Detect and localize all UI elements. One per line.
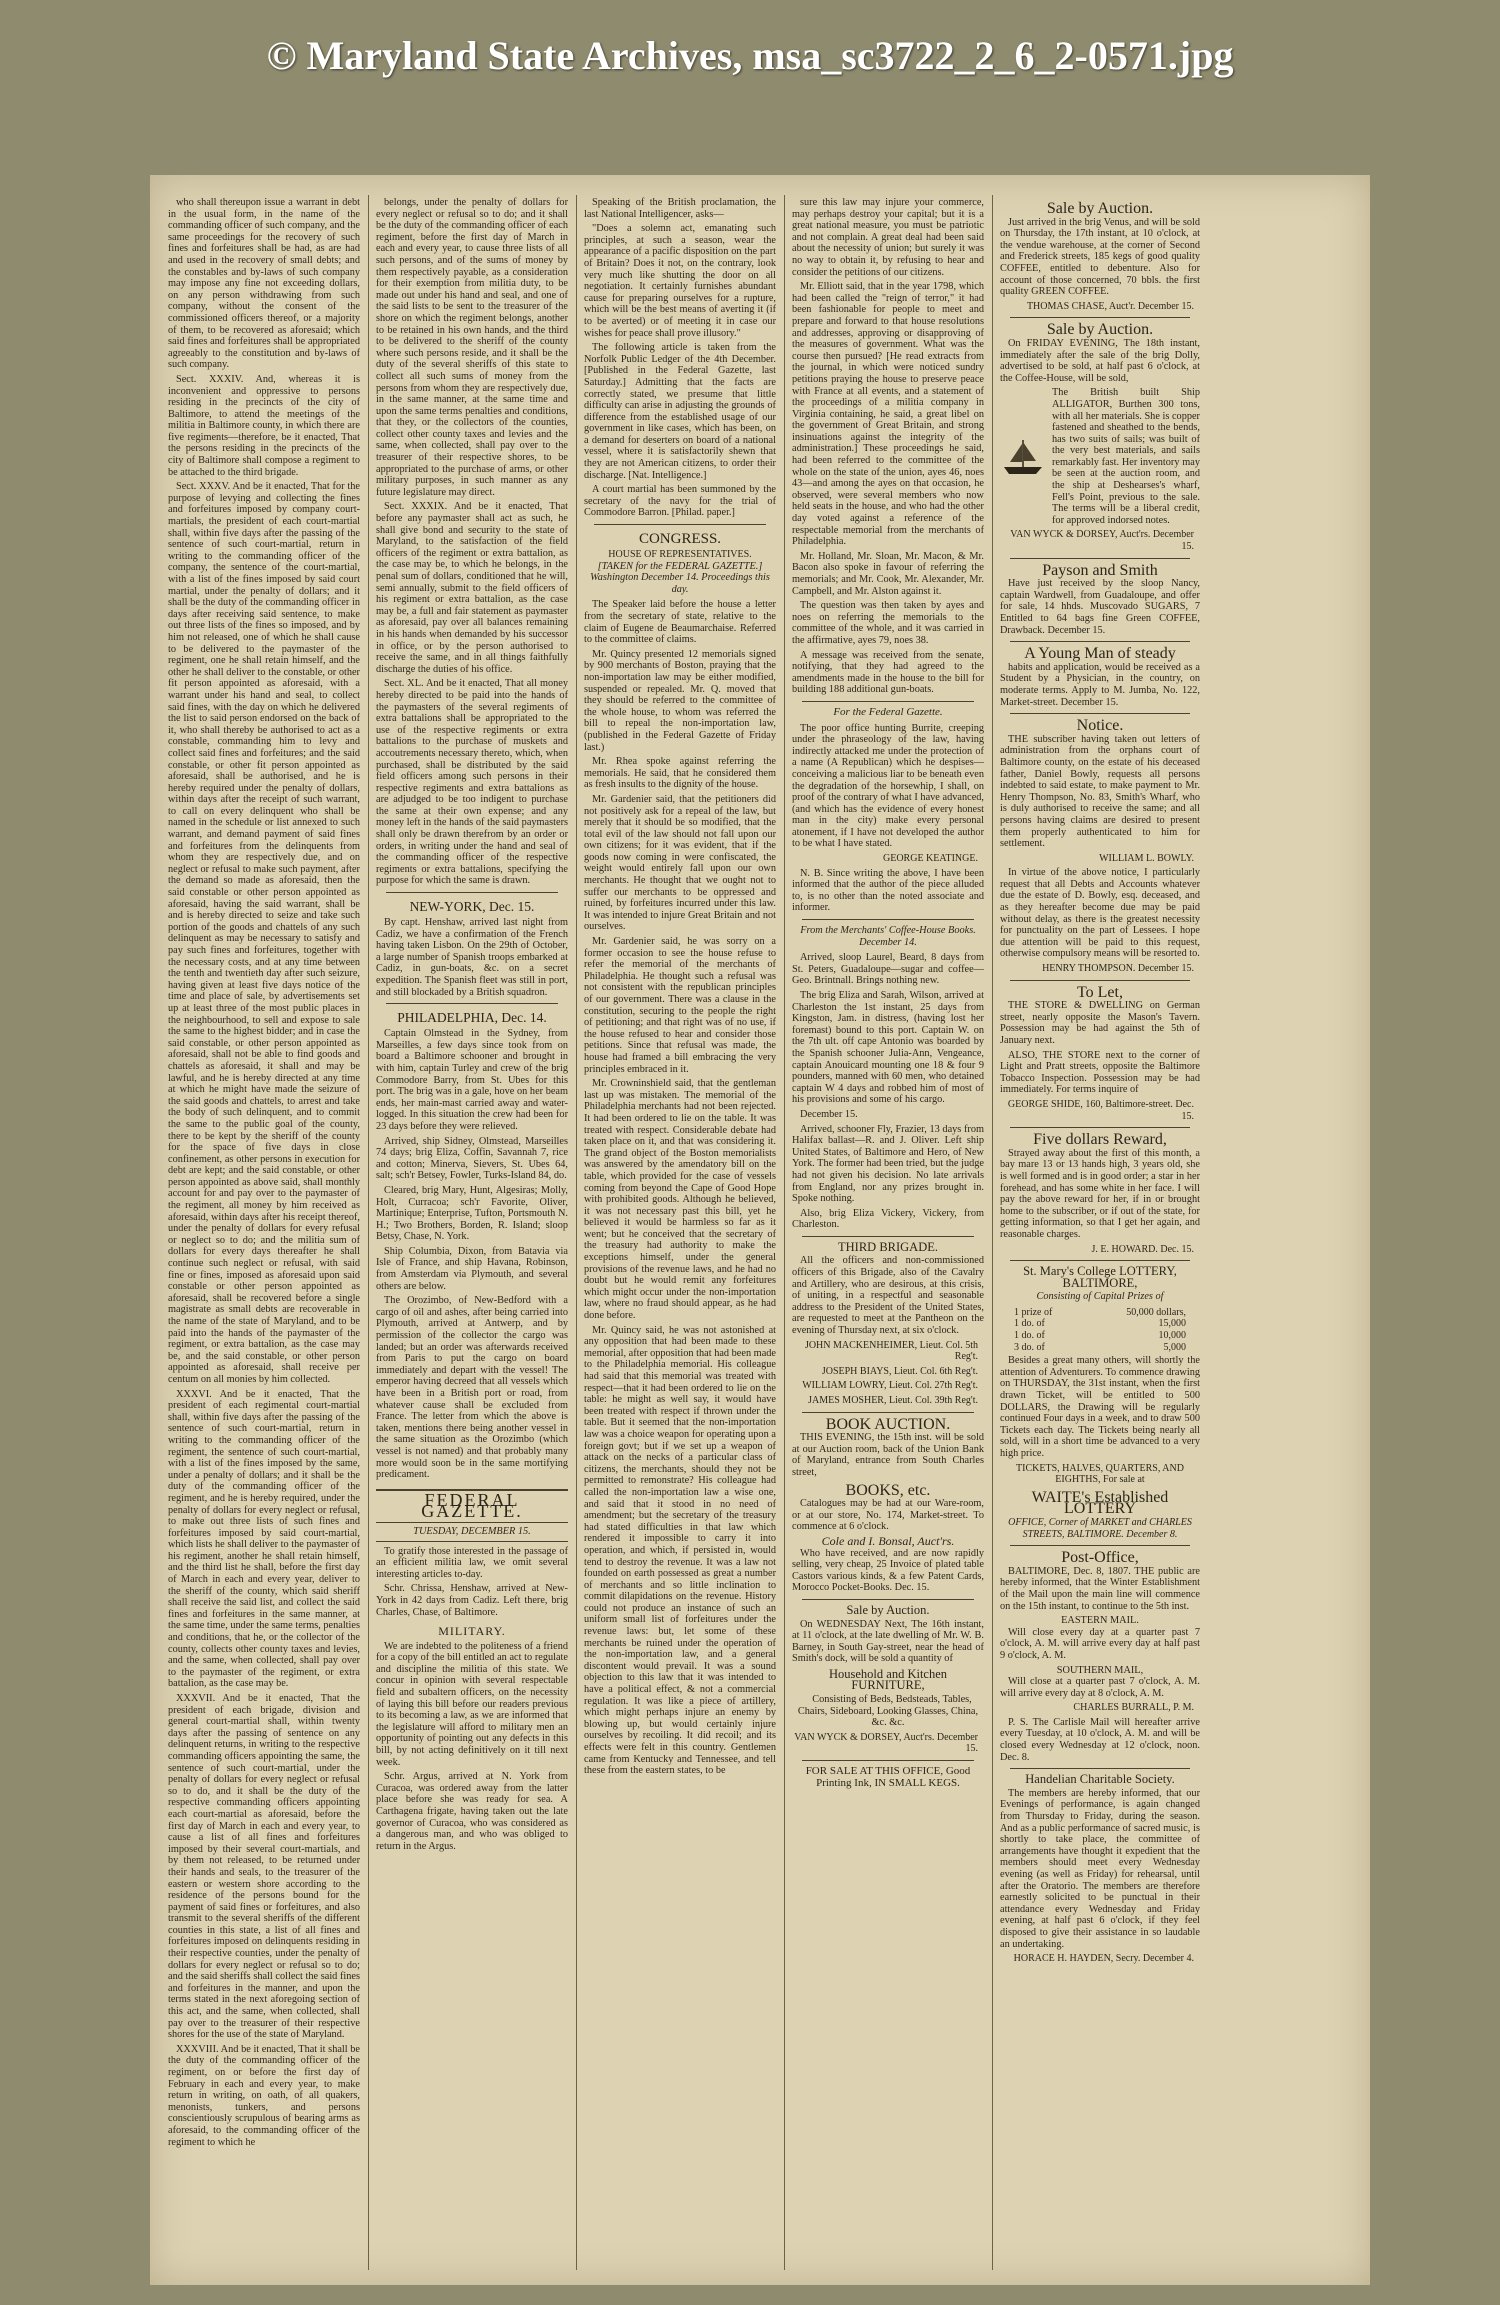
news-paragraph: Speaking of the British proclamation, the last National Intelligencer, asks—: [584, 197, 776, 220]
gazette-date: TUESDAY, DECEMBER 15.: [376, 1526, 568, 1542]
ship-icon: [1000, 437, 1046, 477]
officer-signature: JAMES MOSHER, Lieut. Col. 39th Reg't.: [808, 1395, 978, 1406]
divider: [1010, 980, 1190, 981]
divider: [802, 1760, 974, 1761]
reward-heading: Five dollars Reward,: [1033, 1131, 1167, 1149]
archive-banner: © Maryland State Archives, msa_sc3722_2_6_2-0571.jpg: [266, 32, 1234, 78]
news-paragraph: By capt. Henshaw, arrived last night from Cadiz, we have a confirmation of the French having taken Lisbon. On the 29th of October, a large number of Spanish troops embarked at Cadiz, in gun-boats, &c. on a secret expedition. The Spanish fleet was still in port, and still blockaded by a British squadron.: [376, 917, 568, 998]
shipping-paragraph: Arrived, schooner Fly, Frazier, 13 days from Halifax ballast—R. and J. Oliver. Left ship United States, of Baltimore and Hero, of New York. The former had been tried, but the judge had not given his decision. No late arrivals from England, nor any prizes brought in. Spoke nothing.: [792, 1123, 984, 1205]
column-3: [584, 197, 776, 2267]
book-auction-text: THIS EVENING, the 15th inst. will be sold at our Auction room, back of the Union Bank of Maryland, entrance from South Charles street,: [792, 1432, 984, 1478]
congress-paragraph: Mr. Holland, Mr. Sloan, Mr. Macon, & Mr. Bacon also spoke in favour of referring the memorials; and Mr. Cook, Mr. Alexander, Mr. Campbell, and Mr. Alston against it.: [792, 550, 984, 597]
divider: [1010, 1260, 1190, 1261]
post-office-text: BALTIMORE, Dec. 8, 1807. THE public are hereby informed, that the Winter Establishment of the Mail upon the main line will commence on the 15th instant, to continue to the 5th inst.: [1000, 1565, 1200, 1612]
congress-heading: CONGRESS.: [638, 531, 722, 548]
congress-paragraph: Mr. Gardenier said, he was sorry on a former occasion to see the house refuse to refer the memorial of the merchants of Philadelphia. He thought such a refusal was not consistent with the republican principles of our government. There was a clause in the constitution, securing to the people the right of petitioning; and that right was of no use, if the house refused to hear and consider those petitions. Since that refusal was made, the house had framed a bill embracing the very principles embraced in it.: [584, 936, 776, 1075]
prize-amount: 50,000 dollars,: [1126, 1306, 1186, 1318]
congress-paragraph: The Speaker laid before the house a letter from the secretary of state, relative to the claim of Eugene de Beaumarchaise. Referred to the committee of claims.: [584, 599, 776, 646]
prize-amount: 5,000: [1163, 1341, 1186, 1353]
auction2-heading: Sale by Auction.: [1046, 321, 1154, 339]
to-let-text: THE STORE & DWELLING on German street, nearly opposite the Mason's Tavern. Possession may be had against the 5th of January next.: [1000, 1000, 1200, 1046]
shipping-paragraph: December 15.: [800, 1108, 858, 1120]
divider: [1010, 1545, 1190, 1546]
books-tail: Who have received, and are now rapidly selling, very cheap, 25 Invoice of plated table Castors various kinds, & a few Patent Cards, Morocco Pocket-Books. Dec. 15.: [792, 1547, 984, 1594]
letter-paragraph: The poor office hunting Burrite, creeping under the phraseology of the law, having indirectly attacked me under the protection of a name (A Republican) which he despises—conceiving a malicious liar to be beneath even the degradation of the horsewhip, I shall, on proof of the contrary of what I have advanced, (and which has the evidence of every honest man in the city) make every personal atonement, if I have not developed the author to be what I have stated.: [792, 722, 984, 850]
eastern-mail-text: Will close every day at a quarter past 7 o'clock, A. M. will arrive every day at half past 9 o'clock, A. M.: [1000, 1626, 1200, 1661]
auction2-signature: VAN WYCK & DORSEY, Auct'rs. December 15.: [1010, 529, 1194, 553]
book-auction-heading: BOOK AUCTION.: [825, 1415, 951, 1433]
merchants-heading: From the Merchants' Coffee-House Books. December 14.: [800, 925, 976, 948]
militia-law-paragraph: who shall thereupon issue a warrant in debt in the usual form, in the name of the commanding officer of such company, and the same proceedings for the recovery of such fines and forfeitures shall be had, as are had and used in the recovery of small debts; and the constables and by-laws of such company may impose any fine not exceeding dollars, on any person withdrawing from such company, without the consent of the commissioned officers thereof, or a majority of them, to be recovered as aforesaid; which said fines and forfeitures shall be appropriated agreeably to the constitution and by-laws of such company.: [168, 197, 360, 371]
divider: [386, 1003, 558, 1004]
printing-ink-notice: FOR SALE AT THIS OFFICE, Good Printing Ink, IN SMALL KEGS.: [805, 1765, 971, 1789]
congress-paragraph: Mr. Gardenier said, that the petitioners did not positively ask for a repeal of the law, but merely that it should be so modified, that the total evil of the law should not fall upon our own citizens; for it was evident, that if the goods now coming in were confiscated, the weight would entirely fall upon our own merchants. He thought that we ought not to suffer our merchants to be oppressed and ruined, by forfeitures incurred under this law. It was intended to injure Great Britain and not ourselves.: [584, 793, 776, 933]
notice-text-2: In virtue of the above notice, I particularly request that all Debts and Accounts whatever due the estate of D. Bowly, esq. deceased, and as they hereafter become due may be paid without delay, as there is the greatest necessity for punctuality on the part of Lessees. I hope due attention will be paid to this request, otherwise compulsory means will be resorted to.: [1000, 867, 1200, 960]
sale-auction-text: On WEDNESDAY Next, The 16th instant, at 11 o'clock, at the late dwelling of Mr. W. B. Barney, in South Gay-street, near the head of Smith's dock, will be sold a quantity of: [792, 1618, 984, 1665]
column-rule: [784, 195, 785, 2270]
divider: [594, 524, 766, 525]
officer-signature: WILLIAM LOWRY, Lieut. Col. 27th Reg't.: [802, 1380, 978, 1392]
eastern-mail-heading: EASTERN MAIL.: [1061, 1615, 1139, 1627]
militia-law-paragraph: Sect. XXXV. And be it enacted, That for the purpose of levying and collecting the fines and forfeitures imposed by company court-martials, the president of each court-martial shall, within five days after the passing of the sentence of such court-martial, return in writing to the commanding officer of the company, the sentence of the court-martial, with a list of the fines imposed by said court martial, under the penalty of dollars; and it shall be the duty of the commanding officer in days after receiving said sentence, to make out three lists of the fines so imposed, and by him not released, one of which he shall cause to be delivered to the paymaster of the regiment, one he shall retain himself, and the other he shall deliver to the constable, or other fit person appointed as aforesaid, with a warrant under his hand and seal, to collect said fines, with the day on which he delivered the list to said person endorsed on the back of it, who shall thereby be authorised to act as a constable, commanding him to levy and collect said fines and forfeitures; and the said constable, or other fit person appointed as aforesaid, shall be authorised, and he is hereby required under the penalty of dollars, within days after the receipt of such warrant, to call on every delinquent who shall be named in the schedule or list annexed to such warrant, and demand payment of said fines and forfeitures from the delinquents from whom they are respectively due, and on neglect or refusal to make such payment, after the demand so made as aforesaid, then the said constable or other person appointed as aforesaid, having the said warrant, shall be and is hereby directed to seize and take such portion of the goods and chattels of any such delinquent as may be necessary to satisfy and pay such fines and forfeitures, together with the necessary costs, and at any time between the tenth and twentieth day after such seizure, having given at least five days notice of the time and place of sale, by advertisements set up at least three of the most public places in the neighbourhood, to sell and expose to sale the same to the highest bidder; and in case the said constable, or other person appointed as aforesaid, shall not be able to find goods and chattels as aforesaid, it shall and may be lawful, and he is hereby directed at any time at which he might have made the seizure of the said goods and chattels, to arrest and take the body of such delinquent, and to commit the same to the public goal of the county, there to be kept by the sheriff of the county for the space of five days in close confinement, as other persons in execution for debt are kept; and the said constable, or other person appointed as above said, shall monthly account for and pay over to the paymaster of the regiment, all money by him received as aforesaid, within days after his receipt thereof, under the penalty of dollars for every refusal or neglect so to do; and the militia sum of dollars for every days thereafter he shall continue such neglect or refusal, with said fine or fines, imposed as aforesaid upon said constable or other person appointed as aforesaid, shall be recovered before a single magistrate as small debts are recoverable in the name of the state of Maryland, and to be paid into the hands of the paymaster of the regiment, or extra battalion, as the case may be, and the said constable, or other person appointed as aforesaid, shall receive per centum on all monies by him collected.: [168, 481, 360, 1385]
news-paragraph: Arrived, ship Sidney, Olmstead, Marseilles 74 days; brig Eliza, Coffin, Savannah 7, rice and cotton; Minerva, Sievers, St. Ubes 64, salt; sch'r Betsey, Fowler, Turks-Island 84, do.: [376, 1135, 568, 1182]
lottery-row: [1014, 1318, 1186, 1330]
notice-text: THE subscriber having taken out letters of administration from the orphans court of Baltimore county, on the estate of his deceased father, Daniel Bowly, requests all persons indebted to said estate, to make payment to Mr. Henry Thompson, No. 83, Smith's Wharf, who is duly authorised to receive the same; and all persons having claims are desired to present them properly authenticated to him for settlement.: [1000, 733, 1200, 850]
prize-amount: 15,000: [1158, 1318, 1186, 1330]
divider: [1010, 1768, 1190, 1769]
lottery-row: [1014, 1330, 1186, 1342]
news-paragraph: Cleared, brig Mary, Hunt, Algesiras; Molly, Holt, Curracoa; sch'r Favorite, Oliver, Martinique; Enterprise, Tufton, Portsmouth N. H.; Two Brothers, Borden, R. Island; sloop Betsy, Chase, N. York.: [376, 1184, 568, 1243]
congress-paragraph: The question was then taken by ayes and noes on referring the memorials to the committee of the whole, and it was carried in the affirmative, ayes 79, noes 38.: [792, 600, 984, 646]
congress-paragraph: Mr. Crowninshield said, that the gentleman last up was mistaken. The memorial of the Philadelphia merchants had not been rejected. It had been ordered to lie on the table. It was treated with respect. Considerable debate had taken place on it, and that was considering it. The grand object of the Boston memorialists was answered by the amendatory bill on the table, which provided for the case of vessels coming from beyond the Cape of Good Hope with prohibited goods. Although he believed, it was not necessary past this bill, yet he believed it would be harmless so far as it went; but he conceived that the secretary of the treasury had authority to make the exceptions himself, under the general provisions of the revenue laws, and he had no doubt but he would remit any forfeitures which might occur under the non-importation law, where no fraud should appear, as he had done before.: [584, 1078, 776, 1322]
prize-label: 1 prize of: [1014, 1306, 1053, 1318]
news-paragraph: A court martial has been summoned by the secretary of the navy for the trial of Commodore Barron. [Philad. paper.]: [584, 484, 776, 519]
post-office-signature: CHARLES BURRALL, P. M.: [1073, 1702, 1194, 1714]
divider: [386, 892, 558, 893]
divider: [802, 919, 974, 920]
notice-signature-2: HENRY THOMPSON. December 15.: [1042, 963, 1194, 975]
auction1-text: Just arrived in the brig Venus, and will be sold on Thursday, the 17th instant, at 10 o'clock, at the vendue warehouse, at the corner of Second and Frederick streets, 185 kegs of good quality COFFEE, entitled to debenture. Also for account of those concerned, 70 bbls. the first quality GREEN COFFEE.: [1000, 216, 1200, 298]
young-man-text: habits and application, would be received as a Student by a Physician, in the country, on moderate terms. Apply to M. Jumba, No. 122, Market-street. December 15.: [1000, 661, 1200, 708]
column-5: [1000, 197, 1200, 2267]
divider: [1010, 1127, 1190, 1128]
militia-law-paragraph: Sect. XL. And be it enacted, That all money hereby directed to be paid into the hands of the paymasters of the several regiments of extra battalions shall be appropriated to the use of the respective regiments or extra battalions to the purchase of muskets and accoutrements necessary thereto, which, when purchased, shall be distributed by the said field officers among such persons in their respective regiments and extra battalions as are adjudged to be too indigent to purchase the same at their own expense; and any money left in the hands of the said paymasters shall only be drawn therefrom by an order or orders, in writing under the hand and seal of the commanding officer of the respective regiments or extra battalions, specifying the purpose for which the same is drawn.: [376, 678, 568, 887]
congress-note: [TAKEN for the FEDERAL GAZETTE.] Washington December 14. Proceedings this day.: [590, 560, 770, 595]
column-rule: [576, 195, 577, 2270]
prize-amount: 10,000: [1158, 1330, 1186, 1342]
gazette-paragraph: To gratify those interested in the passage of an efficient militia law, we omit several interesting articles to-day.: [376, 1545, 568, 1580]
payson-text: Have just received by the sloop Nancy, captain Wardwell, from Guadaloupe, and offer for sale, 14 hhds. Muscovado SUGARS, 7 Entitled to 64 bags fine Green COFFEE, Drawback. December 15.: [1000, 578, 1200, 636]
shipping-paragraph: Arrived, sloop Laurel, Beard, 8 days from St. Peters, Guadaloupe—sugar and coffee—Geo. Brintnall. Brings nothing new.: [792, 952, 984, 987]
lottery-heading: St. Mary's College LOTTERY, BALTIMORE,: [1023, 1264, 1177, 1290]
divider: [1010, 713, 1190, 714]
divider: [1010, 641, 1190, 642]
prize-label: 1 do. of: [1014, 1330, 1045, 1342]
congress-subheading: HOUSE OF REPRESENTATIVES.: [608, 549, 752, 561]
shipping-paragraph: The brig Eliza and Sarah, Wilson, arrived at Charleston the 1st instant, 25 days from Kingston, Jam. in distress, (having lost her foremast) bound to this port. Captain W. on the 7th ult. off cape Antonio was boarded by the Spanish schooner Julia-Ann, Vengeance, captain Anouicard mounting one 18 & four 9 pounders, manned with 60 men, who detained captain W 4 days and robbed him of most of his provisions and some of his cargo.: [792, 990, 984, 1106]
handelian-heading: Handelian Charitable Society.: [1025, 1772, 1175, 1787]
young-man-heading: A Young Man of steady: [1024, 645, 1176, 663]
reward-signature: J. E. HOWARD. Dec. 15.: [1091, 1243, 1194, 1255]
books-text: Catalogues may be had at our Ware-room, or at our store, No. 174, Market-street. To commence at 6 o'clock.: [792, 1498, 984, 1533]
lottery-row: [1014, 1307, 1186, 1319]
auctioneers-name: Cole and I. Bonsal, Auct'rs.: [821, 1533, 955, 1548]
military-paragraph: Schr. Argus, arrived at N. York from Curacoa, was ordered away from the latter place before she was ready for sea. A Carthagena frigate, having taken out the late governor of Curacoa, who was considered as a dangerous man, and who was obliged to return in the Argus.: [376, 1771, 568, 1852]
column-rule: [992, 195, 993, 2270]
notice-signature: WILLIAM L. BOWLY.: [1099, 852, 1194, 864]
military-paragraph: We are indebted to the politeness of a friend for a copy of the bill entitled an act to regulate and discipline the militia of this state. We concur in opinion with several respectable field and subaltern officers, on the necessity of laying this bill before our readers previous to its becoming a law, as we are informed that the legislature will afford to military men an opportunity of pointing out any defects in this bill, by not acting definitively on it till next week.: [376, 1640, 568, 1768]
masthead-federal-gazette: FEDERAL GAZETTE.: [376, 1489, 568, 1523]
furniture-list: Consisting of Beds, Bedsteads, Tables, Chairs, Sideboard, Looking Glasses, China, &c. &c.: [797, 1694, 979, 1729]
auction1-signature: THOMAS CHASE, Auct'r. December 15.: [1026, 300, 1194, 312]
to-let-text-2: ALSO, THE STORE next to the corner of Light and Pratt streets, opposite the Baltimore Tobacco Inspection. Possession may be had immediately. For terms inquire of: [1000, 1049, 1200, 1096]
handelian-signature: HORACE H. HAYDEN, Secry. December 4.: [1013, 1953, 1194, 1965]
news-paragraph: Captain Olmstead in the Sydney, from Marseilles, a few days since took from on board a Baltimore schooner and brought in with him, captain Turley and crew of the brig Commodore Barry, from St. Ubes for this port. The brig was in a gale, hove on her beam ends, her main-mast carried away and water-logged. In this situation the crew had been for 23 days before they were relieved.: [376, 1028, 568, 1132]
post-office-ps: P. S. The Carlisle Mail will hereafter arrive every Tuesday, at 10 o'clock, A. M. and will be closed every Wednesday at 12 o'clock, noon. Dec. 8.: [1000, 1716, 1200, 1763]
news-paragraph: "Does a solemn act, emanating such principles, at such a season, wear the appearance of a pacific disposition on the part of Britain? Does it not, on the contrary, look very much like shutting the door on all negotiation. It certainly furnishes abundant cause for preparing ourselves for a rupture, which will be the best means of averting it (if to be averted) or of meeting it in case our wishes for peace shall prove illusory.": [584, 223, 776, 339]
prize-label: 3 do. of: [1014, 1341, 1045, 1353]
auction1-heading: Sale by Auction.: [1046, 200, 1154, 217]
congress-paragraph: Mr. Quincy said, he was not astonished at any opposition that had been made to these memorial, after opposition that had been made to the Philadelphia memorial. His colleague had said that this memorial was treated with respect—that it had been ordered to lie on the table: he might as well say, it would have been treated with respect if thrown under the table. But it seemed that the non-importation law was a choice weapon for operating upon a foreign govt; but if we set up a weapon of attack on the necks of a particular class of citizens, the merchants, should they not be permitted to remonstrate? His colleague had called the non-importation law a wise one, and said that it stood in no need of amendment; but the secretary of the treasury had stated difficulties in that law which rendered it impossible to carry it into operation, and which, if persisted in, would tend to destroy the revenue. It was a law not founded on earth possessed as great a number of merchants and so little inclination to commit dilapidations on the revenue. History could not produce an instance of such an uniform small list of forfeitures under the revenue laws: but, let some of these merchants be ruined under the operation of the non-importation law, and a general discontent would prevail. It was a sound objection to this law that it was intended to have a political effect, & not a commercial regulation. It was like a piece of artillery, which might perhaps injure an enemy by blowing up, but would certainly injure ourselves by recoiling. It did recoil; and its effects were felt in this country. Gentlemen came from Kentucky and Tennessee, and tell these from the eastern states, to be: [584, 1324, 776, 1777]
ship-description: The British built Ship ALLIGATOR, Burthen 300 tons, with all her materials. She is copper fastened and sheathed to the bends, has two suits of sails; was built of the very best materials, and sails remarkably fast. Her inventory may be seen at the auction room, and the ship at Deshearses's wharf, Fell's Point, previous to the sale. The terms will be a liberal credit, for approved indorsed notes.: [1052, 387, 1200, 526]
waite-heading: WAITE's Established LOTTERY: [1031, 1488, 1169, 1518]
divider: [1010, 558, 1190, 559]
to-let-heading: To Let,: [1077, 983, 1123, 1001]
militia-law-paragraph: Sect. XXXIX. And be it enacted, That before any paymaster shall act as such, he shall give bond and security to the state of Maryland, to the satisfaction of the field officers of the regiment or extra battalion, as the case may be, to which he belongs, in the penal sum of dollars, conditioned that he will, semi annually, submit to the field officers of his regiment or extra battalion, as the case may be, a full and fair statement as paymaster as aforesaid, pay over all balances remaining in his hands when demanded by his successor in office, or by the person authorised to receive the same, and in all things faithfully discharge the duties of his office.: [376, 501, 568, 675]
congress-paragraph: Mr. Quincy presented 12 memorials signed by 900 merchants of Boston, praying that the non-importation law may be either modified, suspended or repealed. Mr. Q. moved that they should be referred to the committee of the whole house, to whom was referred the bill to repeal the non-importation law, (published in the Federal Gazette of Friday last.): [584, 648, 776, 753]
column-2: [376, 197, 568, 2267]
news-paragraph: The Orozimbo, of New-Bedford with a cargo of oil and ashes, after being carried into Plymouth, arrived at Antwerp, and by permission of the collector the cargo was landed; but an order was afterwards received from Paris to put the cargo on board immediately and depart with the vessel! The emperor having decreed that all vessels which have been in a British port or road, from whatever cause shall be excluded from France. The letter from which the above is taken, mentions there being another vessel in the same situation as the Orozimbo (which vessel is not named) and that probably many more would soon be in the same mortifying predicament.: [376, 1295, 568, 1481]
southern-mail-heading: SOUTHERN MAIL,: [1056, 1664, 1144, 1676]
prize-label: 1 do. of: [1014, 1318, 1045, 1330]
militia-law-paragraph: XXXVII. And be it enacted, That the president of each brigade, division and general court-martial shall, within twenty days after the passing of sentence on any delinquent returns, in writing to the respective commanding officers appointing the same, the sentence of such court-martial, under the penalty of dollars for every neglect or refusal so to do, and it shall be the duty of the respective commanding officers appointing each court-martial as aforesaid, before the first day of March in each and every year, to cause a list of all fines and forfeitures imposed by their several court-martials, and by them not released, to be returned under their hands and seals, to the treasurer of the eastern or western shore according to the residence of the persons bound for the payment of said fines or forfeitures, and also transmit to the several sheriffs of the different counties in this state, a list of all fines and forfeitures imposed on delinquents residing in their respective counties, under the penalty of dollars for every neglect or refusal so to do; and the said sheriffs shall collect the said fines and forfeitures in the manner, and upon the terms stated in the next aforegoing section of this act, and the same, when collected, shall pay over to the treasurer of their respective shores for the use of the state of Maryland.: [168, 1693, 360, 2041]
militia-law-paragraph: belongs, under the penalty of dollars for every neglect or refusal so to do; and it shall be the duty of the commanding officer of each regiment, before the first day of March in each and every year, to cause three lists of all such persons, and of the sums of money by them respectively payable, as a consideration for their exemption from militia duty, to be made out under his hand and seal, and one of the said lists to be sent to the treasurer of the shore on which the regiment belongs, another to be retained in his own hands, and the third to be delivered to the sheriff of the county where such persons reside, and it shall be the duty of the several sheriffs of this state to collect all such sums of money from the persons from whom they are respectively due, in the same manner, at the same time and upon the same terms penalties and conditions, that they, or the collectors of the counties, collect other county taxes and levies and the same, when collected, shall pay over to the treasurer of their respective shores, to be appropriated to the purchase of arms, or other military purposes, in such manner as any future legislature may direct.: [376, 197, 568, 498]
newspaper-page: [150, 175, 1370, 2285]
waite-address: OFFICE, Corner of MARKET and CHARLES STREETS, BALTIMORE. December 8.: [1008, 1516, 1192, 1540]
column-rule: [368, 195, 369, 2270]
divider: [802, 1599, 974, 1600]
signature-keatinge: GEORGE KEATINGE.: [883, 853, 978, 865]
news-paragraph: Ship Columbia, Dixon, from Batavia via Isle of France, and ship Havana, Robinson, from Amsterdam via Plymouth, and several others are below.: [376, 1245, 568, 1292]
lottery-tail: TICKETS, HALVES, QUARTERS, AND EIGHTHS, For sale at: [1016, 1462, 1184, 1486]
divider: [802, 1236, 974, 1237]
philadelphia-heading: PHILADELPHIA, Dec. 14.: [397, 1010, 547, 1026]
notice-heading: Notice.: [1076, 717, 1124, 735]
furniture-signature: VAN WYCK & DORSEY, Auct'rs. December 15.: [794, 1731, 978, 1755]
to-let-signature: GEORGE SHIDE, 160, Baltimore-street. Dec. 15.: [1007, 1098, 1194, 1122]
congress-paragraph: A message was received from the senate, notifying, that they had agreed to the amendments made in the house to the bill for building 188 additional gun-boats.: [792, 649, 984, 696]
lottery-prize-table: [1014, 1307, 1186, 1353]
congress-paragraph: Mr. Elliott said, that in the year 1798, which had been called the "reign of terror," it had been fashionable for people to meet and prepare and forward to that house resolutions and addresses, approving or disapproving of the measures of government. What was the course then pursued? [He read extracts from the journal, in which were noticed sundry petitions praying the house to preserve peace with France at all events, and a statement of the proceedings of a militia company in Virginia containing, he said, a great libel on the government of Great Britain, and strong insinuations against the integrity of the administration.] These proceedings he said, had been referred to the committee of the whole on the state of the union, ayes 46, noes 43—and among the ayes on that occasion, he observed, were several members who now held seats in the house, and who had the other day voted against a reference of the respectable memorial from the merchants of Philadelphia.: [792, 281, 984, 548]
southern-mail-text: Will close at a quarter past 7 o'clock, A. M. will arrive every day at 8 o'clock, A. M.: [1000, 1676, 1200, 1699]
reward-text: Strayed away about the first of this month, a bay mare 13 or 13 hands high, 3 years old, she is well formed and is in good order; a star in her forehead, and has some white in her face. I will pay the above reward for her, if in or brought home to the subscriber, or if out of the state, for getting information, so that I get her again, and reasonable charges.: [1000, 1147, 1200, 1240]
gazette-paragraph: Schr. Chrissa, Henshaw, arrived at New-York in 42 days from Cadiz. Left there, brig Charles, Chase, of Baltimore.: [376, 1583, 568, 1618]
column-1: [168, 197, 360, 2267]
handelian-text: The members are hereby informed, that our Evenings of performance, is again changed from Thursday to Friday, during the season. And as a public performance of sacred music, is shortly to take place, the committee of arrangements have thought it expedient that the members should meet every Wednesday evening (as well as Friday) for rehearsal, until after the Oratorio. The members are therefore earnestly solicited to be punctual in their attendance every Wednesday and Friday evening, at half past 6 o'clock, if they feel disposed to give their assistance in so laudable an undertaking.: [1000, 1787, 1200, 1950]
books-heading: BOOKS, etc.: [845, 1481, 931, 1499]
militia-law-paragraph: XXXVI. And be it enacted, That the president of each regimental court-martial shall, within five days after the passing of the sentence of such court-martial, return in writing to the commanding officer of the regiment, the sentence of such court-martial, with a list of the fines imposed by the same, under a penalty of dollars; and it shall be the duty of the commanding officer of the regiment, and he is hereby required, under the penalty of dollars for every neglect or refusal, to make out three lists of such fines and forfeitures imposed by said court-martial, which lists he shall deliver to the paymaster of his regiment, another he shall retain himself, and the third list he shall, before the first day of March in each and every year, deliver to the sheriff of the county, which said sheriff shall receive the said list, and collect the said fines and forfeitures in the same manner, at the same time, under the same terms, penalties and conditions, that he, or the collector of the county, collects other county taxes and levies, and the same, when collected, shall pay over to the paymaster of the regiment, or extra battalion, as the case may be.: [168, 1388, 360, 1690]
post-office-heading: Post-Office,: [1061, 1549, 1139, 1567]
new-york-heading: NEW-YORK, Dec. 15.: [409, 899, 535, 915]
furniture-heading: Household and Kitchen FURNITURE,: [828, 1666, 948, 1693]
divider: [802, 701, 974, 702]
officer-signature: JOSEPH BIAYS, Lieut. Col. 6th Reg't.: [821, 1365, 978, 1377]
news-paragraph: The following article is taken from the Norfolk Public Ledger of the 4th December. [Published in the Federal Gazette, last Saturday.] Admitting that the facts are correctly stated, we presume that little difficulty can arise in adjusting the grounds of difference from the established usage of our government in like cases, which has been, on a demand for deserters on board of a national vessel, where it is satisfactorily shewn that they are not American citizens, to order their discharge. [Nat. Intelligence.]: [584, 342, 776, 481]
divider: [802, 1412, 974, 1413]
lottery-text: Besides a great many others, will shortly the attention of Adventurers. To commence drawing on THURSDAY, the 31st instant, when the first drawn Ticket, will be entitled to 500 DOLLARS, the Drawing will be regularly continued Four days in a week, and to draw 500 Tickets each day. The Tickets being nearly all sold, will in a short time be advanced to a very high price.: [1000, 1355, 1200, 1459]
nb-paragraph: N. B. Since writing the above, I have been informed that the author of the piece alluded to, is no other than the noted associate and informer.: [792, 867, 984, 914]
third-brigade-heading: THIRD BRIGADE.: [838, 1239, 938, 1254]
lottery-row: [1014, 1342, 1186, 1354]
sale-auction-heading: Sale by Auction.: [846, 1602, 930, 1617]
congress-paragraph: sure this law may injure your commerce, may perhaps destroy your capital; but it is a great national measure, you must be patriotic and not complain. A great deal had been said about the necessity of union; but surely it was no way to obtain it, by refusing to hear and consider the petitions of our citizens.: [792, 197, 984, 278]
column-4: [792, 197, 984, 2267]
militia-law-paragraph: Sect. XXXIV. And, whereas it is inconvenient and oppressive to persons residing in the precincts of the city of Baltimore, to attend the meetings of the militia in Baltimore county, in which there are five regiments—therefore, be it enacted, That the persons residing in the precincts of the city of Baltimore shall compose a regiment to be attached to the third brigade.: [168, 373, 360, 478]
lottery-subheading: Consisting of Capital Prizes of: [1036, 1291, 1164, 1303]
military-heading: MILITARY.: [438, 1624, 506, 1639]
ship-ad: [1000, 387, 1200, 526]
brigade-notice: All the officers and non-commissioned officers of this Brigade, also of the Cavalry and Artillery, who are desirous, at this crisis, of uniting, in a respectful and seasonable address to the President of the United States, are requested to meet at the Pantheon on the evening of Thursday next, at six o'clock.: [792, 1255, 984, 1337]
for-gazette-heading: For the Federal Gazette.: [833, 705, 943, 718]
officer-signature: JOHN MACKENHEIMER, Lieut. Col. 5th Reg't.: [804, 1339, 978, 1363]
congress-paragraph: Mr. Rhea spoke against referring the memorials. He said, that he considered them as fresh insults to the dignity of the house.: [584, 756, 776, 791]
payson-heading: Payson and Smith: [1042, 561, 1158, 579]
militia-law-paragraph: XXXVIII. And be it enacted, That it shall be the duty of the commanding officer of the regiment, on or before the first day of February in each and every year, to make return in writing, on oath, of all quakers, menonists, tunkers, and persons conscientiously scrupulous of bearing arms as aforesaid, to the commanding officer of the regiment to which he: [168, 2043, 360, 2148]
auction2-text: On FRIDAY EVENING, The 18th instant, immediately after the sale of the brig Dolly, advertised to be sold, at half past 6 o'clock, at the Coffee-House, will be sold,: [1000, 337, 1200, 384]
divider: [1010, 317, 1190, 318]
shipping-paragraph: Also, brig Eliza Vickery, Vickery, from Charleston.: [792, 1207, 984, 1231]
